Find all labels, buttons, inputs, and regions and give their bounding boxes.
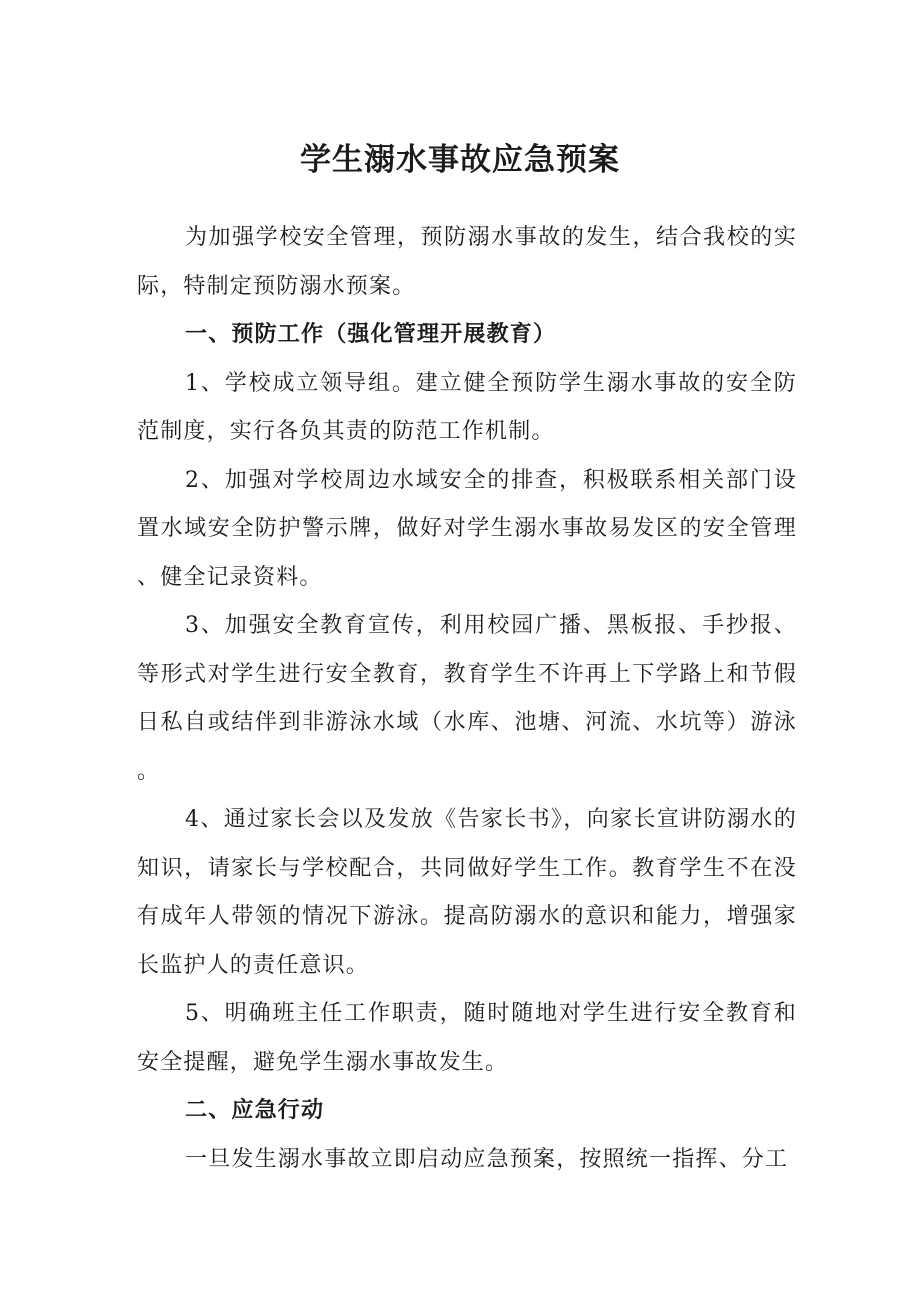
intro-paragraph: 为加强学校安全管理，预防溺水事故的发生，结合我校的实际，特制定预防溺水预案。	[137, 225, 797, 299]
section-1-heading: 一、预防工作（强化管理开展教育）	[185, 322, 557, 347]
section-1-item-4: 4、通过家长会以及发放《告家长书》，向家长宣讲防溺水的知识，请家长与学校配合，共同做好学生工作。教育学生不在没有成年人带领的情况下游泳。提高防溺水的意识和能力，增强家长监护人的责任意识。	[137, 807, 797, 978]
document-title: 学生溺水事故应急预案	[300, 142, 620, 178]
section-1-item-5: 5、明确班主任工作职责，随时随地对学生进行安全教育和安全提醒，避免学生溺水事故发生。	[137, 1001, 797, 1075]
section-1-item-2: 2、加强对学校周边水域安全的排查，积极联系相关部门设置水域安全防护警示牌，做好对学生溺水事故易发区的安全管理、健全记录资料。	[137, 467, 797, 590]
section-1-item-3: 3、加强安全教育宣传，利用校园广播、黑板报、手抄报、等形式对学生进行安全教育，教育学生不许再上下学路上和节假日私自或结伴到非游泳水域（水库、池塘、河流、水坑等）游泳。	[137, 613, 797, 784]
section-1-item-1: 1、学校成立领导组。建立健全预防学生溺水事故的安全防范制度，实行各负其责的防范工作机制。	[137, 370, 797, 444]
section-2-paragraph: 一旦发生溺水事故立即启动应急预案，按照统一指挥、分工	[185, 1146, 789, 1172]
document-body	[137, 214, 797, 1184]
section-2-heading: 二、应急行动	[185, 1098, 325, 1123]
